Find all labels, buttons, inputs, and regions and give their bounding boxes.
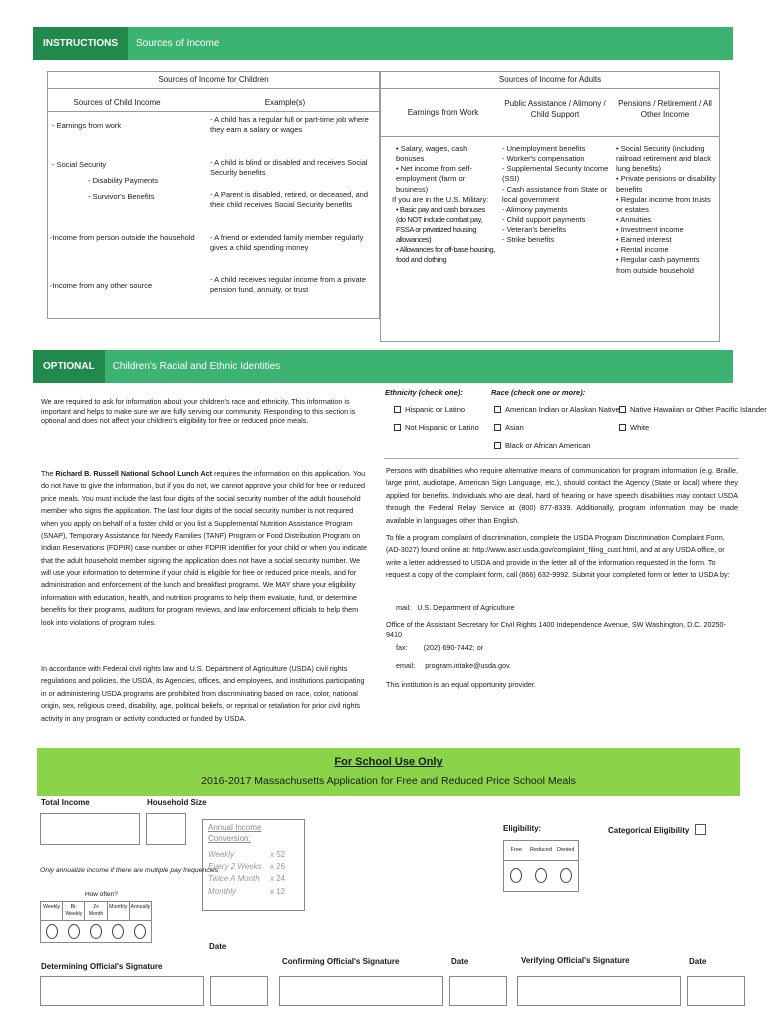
eligibility-label: Eligibility: [503,824,542,833]
total-income-field[interactable] [40,813,140,845]
child-row-2-example-2: - A Parent is disabled, retired, or deceased, and their child receives Social Security benefits [210,190,369,210]
conversion-row: Weekly x 52 [208,849,286,859]
date-label: Date [689,957,707,966]
race-option[interactable]: Black or African American [494,441,590,451]
adults-header-line [380,88,720,89]
pension-item: • Rental income [616,245,669,255]
optional-title: Children's Racial and Ethnic Identities [112,360,281,372]
household-size-field[interactable] [146,813,186,845]
pensions-col-header: Pensions / Retirement / All Other Income [618,99,712,119]
pension-item: • Regular cash payments from outside household [616,255,700,275]
conversion-row: Monthly x 12 [208,886,286,896]
pension-item: • Social Security (including railroad retirement and black lung benefits) [616,144,712,174]
total-income-label: Total Income [41,798,90,807]
earnings-item: • Allowances for off-base housing, food and clothing [396,245,495,265]
checkbox[interactable] [494,406,501,413]
earnings-col-header: Earnings from Work [407,108,479,117]
frequency-selector [40,901,152,943]
child-row-3-example: - A friend or extended family member regularly gives a child spending money [210,233,364,253]
confirming-signature-field[interactable] [279,976,443,1006]
frequency-radio[interactable] [68,924,80,939]
assistance-item: - Child support payments [502,214,586,224]
verifying-signature-field[interactable] [517,976,681,1006]
categorical-eligibility-label: Categorical Eligibility [608,824,706,837]
confirming-date-field[interactable] [449,976,507,1006]
child-row-2-example: - A child is blind or disabled and receives Social Security benefits [210,158,368,178]
how-often-label: How often? [85,891,118,898]
privacy-act-statement: The Richard B. Russell National School Lunch Act requires the information on this application. You do not have to give the information, but if you do not, we cannot approve your child for free or reduced price meals. You must include the last four digits of the social security number of the adult household member who signs the application. The last four digits of the social security number is not required when you apply on behalf of a foster child or you list a Supplemental Nutrition Assistance Program (SNAP), Temporary Assistance for Needy Families (TANF) Program or Food Distribution Program on Indian Reservations (FDPIR) case number or other FDPIR identifier for your child or when you indicate that the adult household member signing the application does not have a social security number. We will use your information to determine if your child is eligible for free or reduced price meals, and for administration and enforcement of the lunch and breakfast programs. We MAY share your eligibility information with education, health, and nutrition programs to help them evaluate, fund, or determine benefits for their programs, auditors for program reviews, and law enforcement officials to help them look into violations of program rules. [41,469,367,627]
adults-subheader-line [380,136,720,137]
school-use-header [37,748,740,796]
eligibility-selector [503,840,579,892]
earnings-item: • Salary, wages, cash bonuses [396,144,468,164]
frequency-radio[interactable] [112,924,124,939]
ethnicity-option[interactable]: Hispanic or Latino [394,405,465,415]
ethnicity-option[interactable]: Not Hispanic or Latino [394,423,479,433]
verifying-date-field[interactable] [687,976,745,1006]
categorical-eligibility-checkbox[interactable] [695,824,706,835]
equal-opportunity: This institution is an equal opportunity provider. [386,680,536,689]
disability-statement: Persons with disabilities who require alternative means of communication for program information (e.g. Braille, large print, audiotape, American Sign Language, etc.), should contact the Agency (State or local) where they applied for benefits. Individuals who are deaf, hard of hearing or have speech disabilities may contact USDA through the Federal Relay Service at (800) 877-8339. Additionally, program information may be made available in languages other than English. [386,466,738,525]
race-option[interactable]: White [619,423,649,433]
fax-line: fax: (202) 690-7442; or [396,643,484,652]
act-name: Richard B. Russell National School Lunch Act [55,469,213,478]
checkbox[interactable] [619,424,626,431]
eligibility-radio[interactable] [510,868,522,883]
frequency-label: Bi-Weekly [63,902,85,920]
divider [384,458,739,459]
mail-line: mail: U.S. Department of Agriculture [396,603,515,612]
earnings-list [392,144,496,266]
office-address: Office of the Assistant Secretary for Civil Rights 1400 Independence Avenue, SW Washington, D.C. 20250-9410 [386,620,726,639]
frequency-label: 2x Month [85,902,107,920]
eligibility-radio[interactable] [560,868,572,883]
assistance-col-header: Public Assistance / Alimony / Child Support [504,99,606,119]
adults-income-header: Sources of Income for Adults [498,75,602,84]
checkbox[interactable] [619,406,626,413]
checkbox[interactable] [494,442,501,449]
child-income-col-header: Sources of Child Income [73,98,161,107]
assistance-item: - Unemployment benefits [502,144,586,153]
child-row-3-source: -Income from person outside the household [50,233,195,242]
pension-item: • Annuities [616,214,652,224]
pension-item: • Private pensions or disability benefits [616,174,716,194]
examples-col-header: Example(s) [264,98,306,107]
optional-header-bar [33,350,733,383]
child-row-4-example: - A child receives regular income from a private pension fund, annuity, or trust [210,275,366,295]
pensions-list [616,144,716,276]
child-row-1-source: - Earnings from work [52,121,122,130]
annual-income-conversion-box [202,819,305,911]
determining-signature-field[interactable] [40,976,204,1006]
assistance-item: - Cash assistance from State or local government [502,184,608,204]
military-intro: If you are in the U.S. Military: [392,194,489,204]
child-row-1-example: - A child has a regular full or part-time job where they earn a salary or wages [210,115,369,135]
date-label: Date [451,957,469,966]
eligibility-option-label: Free [510,846,522,853]
assistance-item: - Supplemental Security Income (SSI) [502,164,609,184]
frequency-radio[interactable] [134,924,146,939]
instructions-header-bar [33,27,733,60]
frequency-radio[interactable] [46,924,58,939]
civil-rights-statement: In accordance with Federal civil rights law and U.S. Department of Agriculture (USDA) civil rights regulations and policies, the USDA, its Agencies, offices, and employees, and institutions participating in or administering USDA programs are prohibited from discriminating based on race, color, national origin, sex, religious creed, disability, age, political beliefs, or reprisal or retaliation for prior civil rights activity in any program or activity conducted or funded by USDA. [41,664,365,723]
conversion-row: Every 2 Weeks x 26 [208,861,286,871]
eligibility-radio[interactable] [535,868,547,883]
optional-intro: We are required to ask for information about your children's race and ethnicity. This information is important and helps to make sure we are fully serving our community. Responding to this section is optional and does not affect your children's eligibility for free or reduced price meals. [41,397,356,426]
determining-signature-label: Determining Official's Signature [41,962,163,971]
earnings-item: • Net income from self-employment (farm or business) [396,164,472,194]
annualize-note: Only annualize income if there are multiple pay frequencies [40,867,219,874]
optional-tag: OPTIONAL [33,350,105,383]
child-row-2-source: - Social Security [52,160,107,169]
child-row-2-sub-1: - Disability Payments [88,176,159,185]
date-label: Date [209,942,227,951]
checkbox[interactable] [494,424,501,431]
earnings-item: • Basic pay and cash bonuses (do NOT include combat pay, FSSA or privatized housing allowances) [396,204,486,245]
pension-item: • Earned interest [616,235,672,245]
assistance-item: - Veteran's benefits [502,225,566,234]
children-income-header: Sources of Income for Children [158,75,269,84]
pension-item: • Investment income [616,225,684,234]
race-label: Race (check one or more): [491,388,586,397]
school-use-title: For School Use Only [334,756,443,768]
conversion-title: Annual Income Conversion: [208,823,262,843]
conversion-row: Twice A Month x 24 [208,874,286,884]
checkbox[interactable] [394,406,401,413]
household-size-label: Household Size [147,798,207,807]
eligibility-option-label: Denied [556,846,575,853]
assistance-item: - Alimony payments [502,204,568,214]
school-use-subtitle: 2016-2017 Massachusetts Application for Free and Reduced Price School Meals [201,774,576,787]
frequency-radio[interactable] [90,924,102,939]
child-row-2-sub-2: - Survivor's Benefits [88,192,155,201]
children-subheader-line [47,111,380,112]
determining-date-field[interactable] [210,976,268,1006]
confirming-signature-label: Confirming Official's Signature [282,957,400,966]
instructions-title: Sources of Income [136,37,220,49]
assistance-list [502,144,610,245]
instructions-tag: INSTRUCTIONS [33,27,128,60]
frequency-label: Monthly [108,902,130,920]
frequency-label: Weekly [41,902,63,920]
complaint-statement: To file a program complaint of discrimination, complete the USDA Program Discrimination Complaint Form, (AD-3027) found online at: http://www.ascr.usda.gov/complaint_filing_cust.html, and at any USDA office, or write a letter addressed to USDA and provide in the letter all of the information requested in the form. To request a copy of the complaint form, call (866) 632-9992. Submit your completed form or letter to USDA by: [386,533,730,580]
assistance-item: - Strike benefits [502,235,555,245]
eligibility-option-label: Reduced [529,846,553,853]
assistance-item: - Worker's compensation [502,154,585,164]
frequency-label: Annually [130,904,151,910]
race-option[interactable]: Asian [494,423,524,433]
race-option[interactable]: Native Hawaiian or Other Pacific Islander [619,405,767,415]
verifying-signature-label: Verifying Official's Signature [521,956,630,965]
pension-item: • Regular income from trusts or estates [616,194,711,214]
email-line: email: program.intake@usda.gov. [396,661,512,670]
child-row-4-source: -Income from any other source [50,281,153,290]
children-header-line [47,88,380,89]
checkbox[interactable] [394,424,401,431]
race-option[interactable]: American Indian or Alaskan Native [494,405,620,415]
ethnicity-label: Ethnicity (check one): [385,388,463,397]
